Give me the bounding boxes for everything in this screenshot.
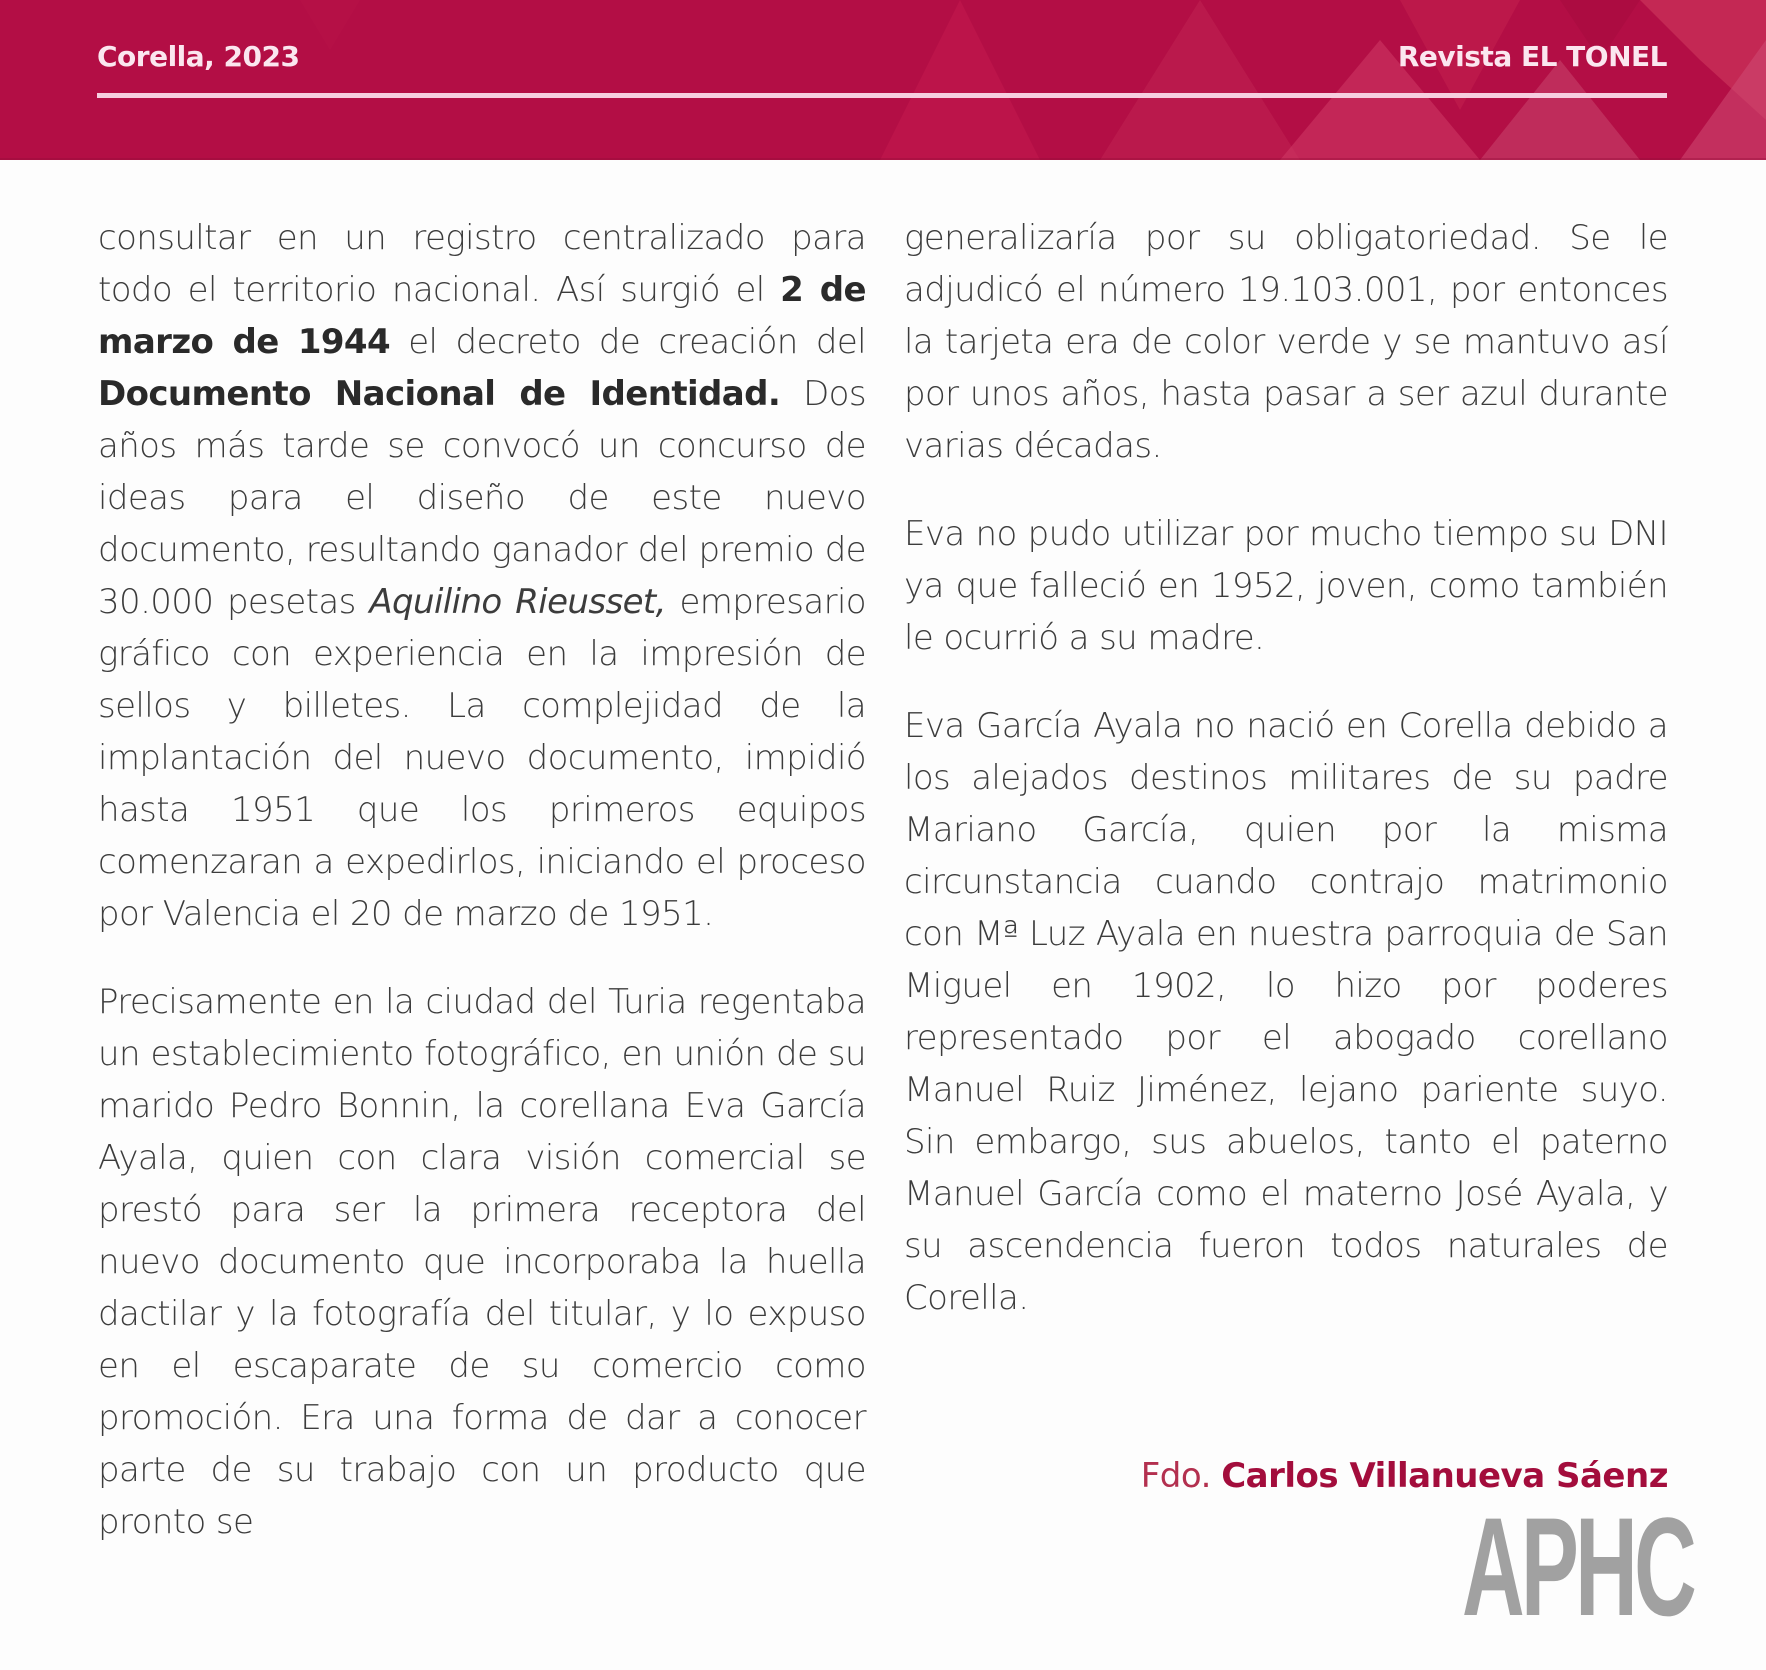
left-paragraph-2: Precisamente en la ciudad del Turia regentaba un establecimiento fotográfico, en unión de su marido Pedro Bonnin, la corellana Eva García Ayala, quien con clara visión comercial se prestó para ser la primera receptora del nuevo documento que incorporaba la huella dactilar y la fotografía del titular, y lo expuso en el escaparate de su comercio como promoción. Era una forma de dar a conocer parte de su trabajo con un producto que pronto se (98, 982, 866, 1542)
aphc-watermark-logo: APHC (1462, 1488, 1694, 1645)
left-column (98, 212, 866, 1584)
right-paragraph-1: generalizaría por su obligatoriedad. Se le adjudicó el número 19.103.001, por entonces la tarjeta era de color verde y se mantuvo así por unos años, hasta pasar a ser azul durante varias décadas. (904, 218, 1668, 466)
header-divider (97, 93, 1667, 98)
right-paragraph-3: Eva García Ayala no nació en Corella debido a los alejados destinos militares de su padre Mariano García, quien por la misma circunstancia cuando contrajo matrimonio con Mª Luz Ayala en nuestra parroquia de San Miguel en 1902, lo hizo por poderes representado por el abogado corellano Manuel Ruiz Jiménez, lejano pariente suyo. Sin embargo, sus abuelos, tanto el paterno Manuel García como el materno José Ayala, y su ascendencia fueron todos naturales de Corella. (904, 706, 1668, 1318)
text-run: el decreto de creación del (390, 322, 867, 362)
header-location-year: Corella, 2023 (97, 40, 300, 73)
italic-person-name: Aquilino Rieusset, (369, 582, 666, 622)
signature-prefix: Fdo. (1140, 1456, 1222, 1496)
page-header (0, 0, 1766, 160)
right-paragraph-2: Eva no pudo utilizar por mucho tiempo su DNI ya que falleció en 1952, joven, como también le ocurrió a su madre. (904, 514, 1668, 658)
text-run: consultar en un registro centralizado para todo el territorio nacional. Así surgió el (98, 218, 866, 310)
text-run: Dos años más tarde se convocó un concurso de ideas para el diseño de este nuevo documento, resultando ganador del premio de 30.000 pesetas (98, 374, 866, 622)
bold-date: 2 de marzo de 1944 (98, 270, 866, 362)
text-run: empresario gráfico con experiencia en la impresión de sellos y billetes. La complejidad de la implantación del nuevo documento, impidió hasta 1951 que los primeros equipos comenzaran a expedirlos, iniciando el proceso por Valencia el 20 de marzo de 1951. (98, 582, 866, 934)
header-triangle-pattern (0, 0, 1766, 160)
signature-author-name: Carlos Villanueva Sáenz (1221, 1456, 1668, 1496)
header-magazine-title: Revista EL TONEL (1397, 40, 1667, 73)
header-bottom-edge (0, 158, 1766, 160)
bold-document-name: Documento Nacional de Identidad. (98, 374, 781, 414)
right-column (904, 212, 1668, 1360)
left-paragraph-1 (98, 212, 866, 940)
